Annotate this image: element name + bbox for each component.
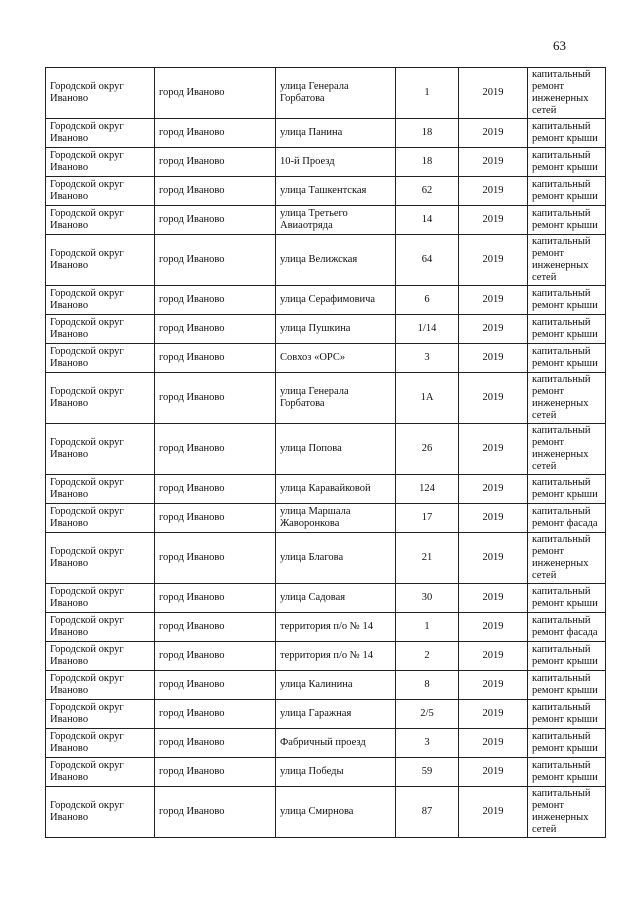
table-row xyxy=(46,424,606,475)
settlement-cell: город Иваново xyxy=(155,119,276,148)
settlement-cell: город Иваново xyxy=(155,533,276,584)
settlement-cell: город Иваново xyxy=(155,206,276,235)
work-type-cell: капитальный ремонт крыши xyxy=(528,344,606,373)
municipality-cell: Городской округ Иваново xyxy=(46,642,155,671)
municipality-cell: Городской округ Иваново xyxy=(46,504,155,533)
house-number-cell: 59 xyxy=(396,758,459,787)
work-type-cell: капитальный ремонт крыши xyxy=(528,671,606,700)
table-row xyxy=(46,286,606,315)
work-type-cell: капитальный ремонт крыши xyxy=(528,729,606,758)
registry-table-body xyxy=(46,68,606,838)
year-cell: 2019 xyxy=(459,584,528,613)
year-cell: 2019 xyxy=(459,148,528,177)
municipality-cell: Городской округ Иваново xyxy=(46,758,155,787)
house-number-cell: 17 xyxy=(396,504,459,533)
table-row xyxy=(46,729,606,758)
settlement-cell: город Иваново xyxy=(155,642,276,671)
street-cell: Фабричный проезд xyxy=(276,729,396,758)
municipality-cell: Городской округ Иваново xyxy=(46,424,155,475)
house-number-cell: 1 xyxy=(396,613,459,642)
table-row xyxy=(46,148,606,177)
settlement-cell: город Иваново xyxy=(155,758,276,787)
municipality-cell: Городской округ Иваново xyxy=(46,475,155,504)
municipality-cell: Городской округ Иваново xyxy=(46,315,155,344)
work-type-cell: капитальный ремонт крыши xyxy=(528,148,606,177)
municipality-cell: Городской округ Иваново xyxy=(46,787,155,838)
work-type-cell: капитальный ремонт крыши xyxy=(528,315,606,344)
house-number-cell: 18 xyxy=(396,148,459,177)
repair-registry-table xyxy=(45,67,606,838)
municipality-cell: Городской округ Иваново xyxy=(46,148,155,177)
work-type-cell: капитальный ремонт инженерных сетей xyxy=(528,787,606,838)
house-number-cell: 30 xyxy=(396,584,459,613)
work-type-cell: капитальный ремонт крыши xyxy=(528,700,606,729)
work-type-cell: капитальный ремонт инженерных сетей xyxy=(528,533,606,584)
settlement-cell: город Иваново xyxy=(155,424,276,475)
municipality-cell: Городской округ Иваново xyxy=(46,584,155,613)
year-cell: 2019 xyxy=(459,315,528,344)
settlement-cell: город Иваново xyxy=(155,235,276,286)
street-cell: улица Генерала Горбатова xyxy=(276,68,396,119)
table-row xyxy=(46,642,606,671)
street-cell: улица Третьего Авиаотряда xyxy=(276,206,396,235)
work-type-cell: капитальный ремонт крыши xyxy=(528,286,606,315)
settlement-cell: город Иваново xyxy=(155,504,276,533)
settlement-cell: город Иваново xyxy=(155,177,276,206)
street-cell: улица Садовая xyxy=(276,584,396,613)
year-cell: 2019 xyxy=(459,373,528,424)
street-cell: 10-й Проезд xyxy=(276,148,396,177)
table-row xyxy=(46,700,606,729)
table-row xyxy=(46,787,606,838)
municipality-cell: Городской округ Иваново xyxy=(46,119,155,148)
house-number-cell: 1 xyxy=(396,68,459,119)
street-cell: улица Ташкентская xyxy=(276,177,396,206)
street-cell: улица Победы xyxy=(276,758,396,787)
street-cell: улица Пушкина xyxy=(276,315,396,344)
settlement-cell: город Иваново xyxy=(155,700,276,729)
table-row xyxy=(46,315,606,344)
table-row xyxy=(46,177,606,206)
year-cell: 2019 xyxy=(459,671,528,700)
house-number-cell: 1А xyxy=(396,373,459,424)
year-cell: 2019 xyxy=(459,235,528,286)
house-number-cell: 26 xyxy=(396,424,459,475)
table-row xyxy=(46,758,606,787)
municipality-cell: Городской округ Иваново xyxy=(46,235,155,286)
year-cell: 2019 xyxy=(459,119,528,148)
table-row xyxy=(46,206,606,235)
street-cell: улица Серафимовича xyxy=(276,286,396,315)
street-cell: улица Благова xyxy=(276,533,396,584)
work-type-cell: капитальный ремонт крыши xyxy=(528,758,606,787)
settlement-cell: город Иваново xyxy=(155,671,276,700)
year-cell: 2019 xyxy=(459,787,528,838)
table-row xyxy=(46,475,606,504)
page-number: 63 xyxy=(553,38,566,53)
year-cell: 2019 xyxy=(459,700,528,729)
year-cell: 2019 xyxy=(459,475,528,504)
street-cell: улица Смирнова xyxy=(276,787,396,838)
work-type-cell: капитальный ремонт крыши xyxy=(528,642,606,671)
year-cell: 2019 xyxy=(459,504,528,533)
settlement-cell: город Иваново xyxy=(155,787,276,838)
house-number-cell: 3 xyxy=(396,344,459,373)
street-cell: улица Каравайковой xyxy=(276,475,396,504)
municipality-cell: Городской округ Иваново xyxy=(46,533,155,584)
house-number-cell: 124 xyxy=(396,475,459,504)
table-row xyxy=(46,671,606,700)
house-number-cell: 8 xyxy=(396,671,459,700)
table-row xyxy=(46,533,606,584)
street-cell: улица Маршала Жаворонкова xyxy=(276,504,396,533)
municipality-cell: Городской округ Иваново xyxy=(46,373,155,424)
settlement-cell: город Иваново xyxy=(155,286,276,315)
settlement-cell: город Иваново xyxy=(155,344,276,373)
settlement-cell: город Иваново xyxy=(155,729,276,758)
table-row xyxy=(46,613,606,642)
settlement-cell: город Иваново xyxy=(155,584,276,613)
municipality-cell: Городской округ Иваново xyxy=(46,286,155,315)
municipality-cell: Городской округ Иваново xyxy=(46,700,155,729)
work-type-cell: капитальный ремонт крыши xyxy=(528,119,606,148)
year-cell: 2019 xyxy=(459,344,528,373)
year-cell: 2019 xyxy=(459,424,528,475)
table-row xyxy=(46,119,606,148)
work-type-cell: капитальный ремонт инженерных сетей xyxy=(528,373,606,424)
work-type-cell: капитальный ремонт крыши xyxy=(528,584,606,613)
municipality-cell: Городской округ Иваново xyxy=(46,206,155,235)
settlement-cell: город Иваново xyxy=(155,68,276,119)
house-number-cell: 62 xyxy=(396,177,459,206)
street-cell: улица Калинина xyxy=(276,671,396,700)
table-row xyxy=(46,504,606,533)
work-type-cell: капитальный ремонт инженерных сетей xyxy=(528,68,606,119)
work-type-cell: капитальный ремонт фасада xyxy=(528,613,606,642)
house-number-cell: 64 xyxy=(396,235,459,286)
work-type-cell: капитальный ремонт крыши xyxy=(528,206,606,235)
municipality-cell: Городской округ Иваново xyxy=(46,671,155,700)
settlement-cell: город Иваново xyxy=(155,315,276,344)
work-type-cell: капитальный ремонт крыши xyxy=(528,177,606,206)
year-cell: 2019 xyxy=(459,68,528,119)
year-cell: 2019 xyxy=(459,533,528,584)
table-row xyxy=(46,373,606,424)
house-number-cell: 6 xyxy=(396,286,459,315)
street-cell: улица Велижская xyxy=(276,235,396,286)
municipality-cell: Городской округ Иваново xyxy=(46,344,155,373)
street-cell: улица Гаражная xyxy=(276,700,396,729)
work-type-cell: капитальный ремонт крыши xyxy=(528,475,606,504)
settlement-cell: город Иваново xyxy=(155,148,276,177)
settlement-cell: город Иваново xyxy=(155,373,276,424)
year-cell: 2019 xyxy=(459,642,528,671)
table-row xyxy=(46,584,606,613)
municipality-cell: Городской округ Иваново xyxy=(46,729,155,758)
settlement-cell: город Иваново xyxy=(155,475,276,504)
settlement-cell: город Иваново xyxy=(155,613,276,642)
municipality-cell: Городской округ Иваново xyxy=(46,177,155,206)
house-number-cell: 2 xyxy=(396,642,459,671)
street-cell: улица Попова xyxy=(276,424,396,475)
table-row xyxy=(46,68,606,119)
work-type-cell: капитальный ремонт инженерных сетей xyxy=(528,235,606,286)
house-number-cell: 2/5 xyxy=(396,700,459,729)
work-type-cell: капитальный ремонт инженерных сетей xyxy=(528,424,606,475)
work-type-cell: капитальный ремонт фасада xyxy=(528,504,606,533)
municipality-cell: Городской округ Иваново xyxy=(46,68,155,119)
street-cell: Совхоз «ОРС» xyxy=(276,344,396,373)
house-number-cell: 87 xyxy=(396,787,459,838)
year-cell: 2019 xyxy=(459,177,528,206)
year-cell: 2019 xyxy=(459,206,528,235)
year-cell: 2019 xyxy=(459,286,528,315)
house-number-cell: 3 xyxy=(396,729,459,758)
municipality-cell: Городской округ Иваново xyxy=(46,613,155,642)
street-cell: территория п/о № 14 xyxy=(276,613,396,642)
house-number-cell: 18 xyxy=(396,119,459,148)
street-cell: улица Панина xyxy=(276,119,396,148)
house-number-cell: 14 xyxy=(396,206,459,235)
year-cell: 2019 xyxy=(459,613,528,642)
year-cell: 2019 xyxy=(459,758,528,787)
table-row xyxy=(46,235,606,286)
table-row xyxy=(46,344,606,373)
year-cell: 2019 xyxy=(459,729,528,758)
street-cell: территория п/о № 14 xyxy=(276,642,396,671)
house-number-cell: 21 xyxy=(396,533,459,584)
street-cell: улица Генерала Горбатова xyxy=(276,373,396,424)
house-number-cell: 1/14 xyxy=(396,315,459,344)
